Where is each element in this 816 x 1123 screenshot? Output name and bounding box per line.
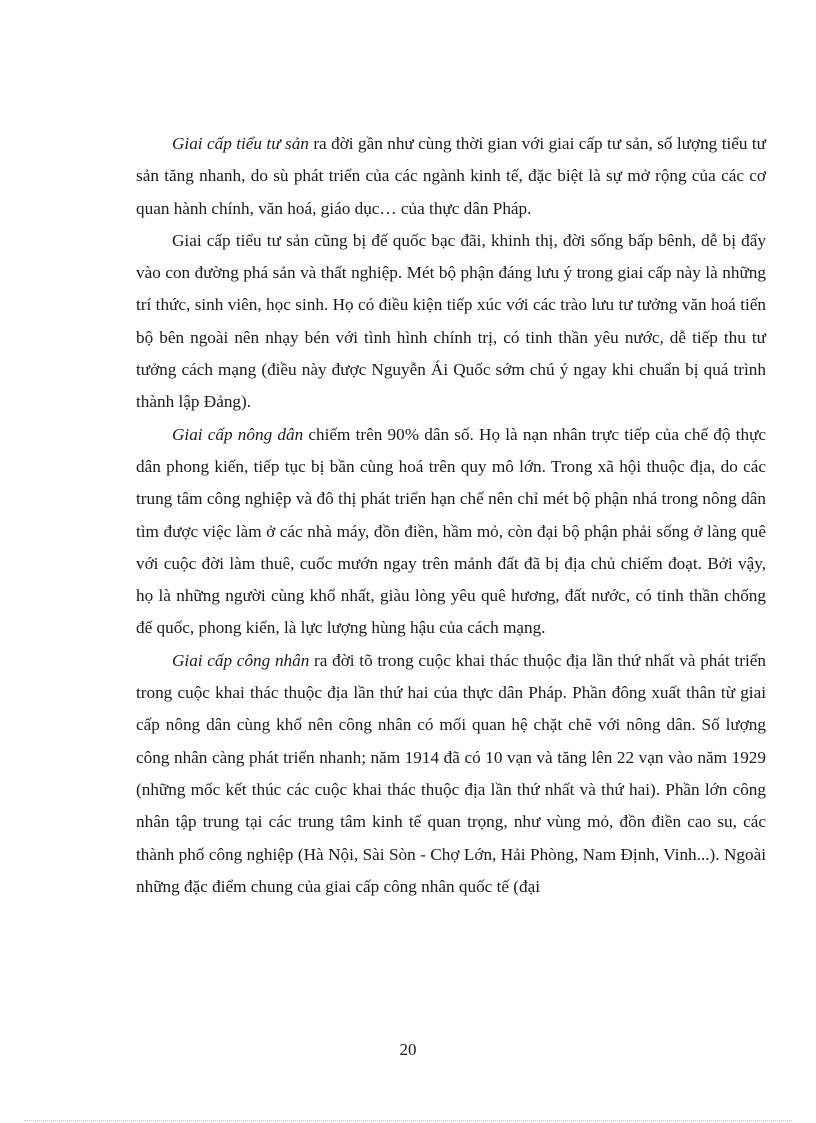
term-working-class: Giai cấp công nhân <box>172 650 310 670</box>
term-peasantry: Giai cấp nông dân <box>172 424 304 444</box>
paragraph-text: Giai cấp tiểu tư sản cũng bị đế quốc bạc đãi, khinh thị, đời sống bấp bênh, dễ bị đẩy vào con đường phá sản và thất nghiệp. Mét bộ phận đáng lưu ý trong giai cấp này là những trí thức, sinh viên, học sinh. Họ có điều kiện tiếp xúc với các trào lưu tư tưởng văn hoá tiến bộ bên ngoài nên nhạy bén với tình hình chính trị, có tinh thần yêu nước, dễ tiếp thu tư tưởng cách mạng (điều này được Nguyễn Ái Quốc sớm chú ý ngay khi chuẩn bị quá trình thành lập Đảng). <box>136 230 766 412</box>
paragraph-text: ra đời gần như cùng thời gian với giai cấp tư sản, số lượng tiểu tư sản tăng nhanh, do sù phát triển của các ngành kinh tế, đặc biệt là sự mở rộng của các cơ quan hành chính, văn hoá, giáo dục… của thực dân Pháp. <box>136 134 766 218</box>
paragraph-peasantry <box>136 419 766 645</box>
footer-divider <box>24 1120 792 1121</box>
body-text <box>136 128 766 903</box>
term-petty-bourgeoisie: Giai cấp tiểu tư sản <box>172 134 309 153</box>
paragraph-text: chiếm trên 90% dân số. Họ là nạn nhân trực tiếp của chế độ thực dân phong kiến, tiếp tục bị bần cùng hoá trên quy mô lớn. Trong xã hội thuộc địa, do các trung tâm công nghiệp và đô thị phát triển hạn chế nên chỉ mét bộ phận nhá trong nông dân tìm được việc làm ở các nhà máy, đồn điền, hầm mỏ, còn đại bộ phận phải sống ở làng quê với cuộc đời làm thuê, cuốc mướn ngay trên mảnh đất đã bị địa chủ chiếm đoạt. Bởi vậy, họ là những người cùng khổ nhất, giàu lòng yêu quê hương, đất nước, có tinh thần chống đế quốc, phong kiến, là lực lượng hùng hậu của cách mạng. <box>136 424 767 638</box>
page-number: 20 <box>399 1040 417 1059</box>
paragraph-petty-bourgeoisie <box>136 128 766 225</box>
paragraph-petty-bourgeoisie-detail <box>136 225 766 419</box>
paragraph-working-class <box>136 645 766 903</box>
paragraph-text: ra đời tõ trong cuộc khai thác thuộc địa lần thứ nhất và phát triển trong cuộc khai thác thuộc địa lần thứ hai của thực dân Pháp. Phần đông xuất thân từ giai cấp nông dân cùng khổ nên công nhân có mối quan hệ chặt chẽ với nông dân. Số lượng công nhân càng phát triển nhanh; năm 1914 đã có 10 vạn và tăng lên 22 vạn vào năm 1929 (những mốc kết thúc các cuộc khai thác thuộc địa lần thứ nhất và thứ hai). Phần lớn công nhân tập trung tại các trung tâm kinh tế quan trọng, như vùng mỏ, đồn điền cao su, các thành phố công nghiệp (Hà Nội, Sài Sòn - Chợ Lớn, Hải Phòng, Nam Định, Vinh...). Ngoài những đặc điểm chung của giai cấp công nhân quốc tế (đại <box>136 650 766 896</box>
